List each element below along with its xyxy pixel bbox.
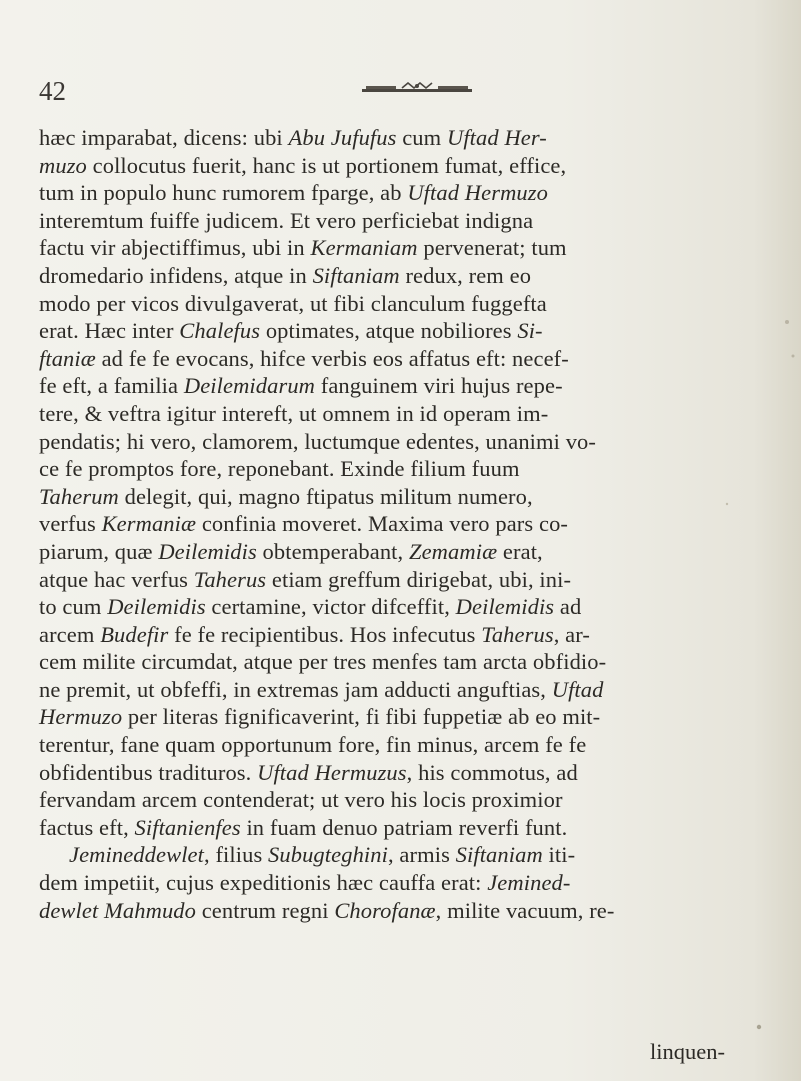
- text-run: , milite vacuum, re-: [435, 897, 615, 923]
- text-line: [39, 621, 757, 649]
- text-line: [39, 400, 757, 428]
- italic-name: Chorofanæ: [334, 897, 436, 923]
- text-run: , armis: [387, 842, 456, 868]
- catchword: linquen-: [650, 1039, 725, 1064]
- text-run: piarum, quæ: [39, 538, 159, 564]
- text-line: [39, 538, 757, 566]
- text-run: pendatis; hi vero, clamorem, luctumque edentes, unanimi vo-: [39, 428, 596, 454]
- italic-name: Siftaniam: [455, 842, 543, 868]
- text-line: [39, 428, 757, 456]
- text-run: confinia moveret. Maxima vero pars co-: [196, 511, 569, 537]
- text-run: dem impetiit, cujus expeditionis hæc cauffa erat:: [39, 870, 488, 896]
- text-run: fervandam arcem contenderat; ut vero his locis proximior: [39, 787, 563, 813]
- text-line: [39, 676, 757, 704]
- text-line: [39, 317, 757, 345]
- text-run: redux, rem eo: [399, 262, 532, 288]
- text-line: [39, 731, 757, 759]
- text-run: atque hac verfus: [39, 566, 194, 592]
- italic-name: dewlet Mahmudo: [39, 897, 196, 923]
- text-run: delegit, qui, magno ftipatus militum numero,: [118, 483, 533, 509]
- text-line: [39, 593, 757, 621]
- text-line: [39, 290, 757, 318]
- text-run: erat. Hæc inter: [39, 318, 180, 344]
- italic-name: Chalefus: [179, 318, 261, 344]
- text-line: [39, 455, 757, 483]
- italic-name: Zemamiæ: [408, 538, 498, 564]
- text-line: [39, 703, 757, 731]
- text-run: pervenerat; tum: [417, 235, 567, 261]
- text-run: centrum regni: [196, 897, 335, 923]
- italic-name: Budefir: [100, 621, 169, 647]
- text-run: obfidentibus tradituros.: [39, 759, 258, 785]
- text-run: tere, & veftra igitur intereft, ut omnem in id operam im-: [39, 400, 549, 426]
- text-run: fanguinem viri hujus repe-: [315, 373, 563, 399]
- italic-name: Jemineddewlet: [69, 842, 204, 868]
- text-run: optimates, atque nobiliores: [260, 318, 518, 344]
- text-line: [39, 124, 757, 152]
- italic-name: Siftaniam: [312, 262, 400, 288]
- text-run: , filius: [204, 842, 269, 868]
- text-run: cem milite circumdat, atque per tres menfes tam arcta obfidio-: [39, 649, 607, 675]
- italic-name: Deilemidarum: [183, 373, 316, 399]
- text-run: verfus: [39, 511, 102, 537]
- italic-name: Taherum: [39, 483, 119, 509]
- text-run: collocutus fuerit, hanc is ut portionem fumat, effice,: [86, 152, 567, 178]
- text-run: , ar-: [553, 621, 590, 647]
- text-run: certamine, victor difceffit,: [205, 594, 456, 620]
- text-run: ad fe fe evocans, hifce verbis eos affatus eft: necef-: [95, 345, 569, 371]
- italic-name: Siftanienfes: [134, 814, 241, 840]
- italic-name: Uftad Her-: [446, 125, 547, 150]
- italic-name: Deilemidis: [107, 594, 206, 620]
- text-run: arcem: [39, 621, 101, 647]
- text-line: [39, 814, 757, 842]
- text-line: [39, 152, 757, 180]
- italic-name: Subugteghini: [268, 842, 388, 868]
- text-run: to cum: [39, 594, 108, 620]
- text-run: erat,: [497, 538, 543, 564]
- italic-name: Uftad: [551, 676, 604, 702]
- text-run: factu vir abjectiffimus, ubi in: [39, 235, 311, 261]
- text-run: iti-: [542, 842, 576, 868]
- italic-name: Deilemidis: [455, 594, 555, 620]
- italic-name: Jemined-: [487, 870, 571, 896]
- text-line: [39, 345, 757, 373]
- text-run: dromedario infidens, atque in: [39, 262, 313, 288]
- text-run: obtemperabant,: [256, 538, 409, 564]
- text-run: modo per vicos divulgaverat, ut fibi clanculum fuggefta: [39, 290, 547, 316]
- text-run: , his commotus, ad: [406, 759, 578, 785]
- text-line: [39, 207, 757, 235]
- text-run: ne premit, ut obfeffi, in extremas jam adducti anguftias,: [39, 676, 552, 702]
- text-line: [39, 566, 757, 594]
- text-line: [39, 786, 757, 814]
- text-line: [39, 897, 757, 925]
- ornamental-headpiece: [362, 82, 472, 94]
- text-line: [39, 234, 757, 262]
- text-run: terentur, fane quam opportunum fore, fin minus, arcem fe fe: [39, 732, 587, 758]
- text-run: fe fe recipientibus. Hos infecutus: [168, 621, 482, 647]
- italic-name: Taherus: [193, 566, 267, 592]
- text-line: [39, 262, 757, 290]
- text-run: ad: [554, 594, 582, 620]
- text-run: ce fe promptos fore, reponebant. Exinde filium fuum: [39, 456, 520, 482]
- italic-name: Taherus: [481, 621, 554, 647]
- text-line: [39, 841, 757, 869]
- text-line: [39, 483, 757, 511]
- text-line: [39, 869, 757, 897]
- text-line: [39, 648, 757, 676]
- italic-name: Kermaniæ: [101, 511, 197, 537]
- italic-name: muzo: [39, 152, 87, 178]
- text-run: etiam greffum dirigebat, ubi, ini-: [266, 566, 572, 592]
- text-line: [39, 179, 757, 207]
- text-run: fe eft, a familia: [39, 373, 184, 399]
- text-run: factus eft,: [39, 814, 135, 840]
- italic-name: Uftad Hermuzus: [257, 759, 407, 785]
- italic-name: Abu Jufufus: [288, 125, 397, 150]
- text-run: in fuam denuo patriam reverfi funt.: [240, 814, 568, 840]
- text-run: tum in populo hunc rumorem fparge, ab: [39, 180, 408, 206]
- text-run: hæc imparabat, dicens: ubi: [39, 125, 289, 150]
- text-run: per literas fignificaverint, fi fibi fuppetiæ ab eo mit-: [122, 704, 601, 730]
- page-number: 42: [39, 76, 66, 106]
- italic-name: ftaniæ: [39, 345, 96, 371]
- italic-name: Kermaniam: [310, 235, 418, 261]
- italic-name: Uftad Hermuzo: [407, 180, 548, 206]
- italic-name: Deilemidis: [158, 538, 257, 564]
- text-run: cum: [396, 125, 447, 150]
- text-line: [39, 510, 757, 538]
- main-text: [39, 124, 757, 924]
- text-line: [39, 372, 757, 400]
- text-line: [39, 759, 757, 787]
- italic-name: Si-: [517, 318, 543, 344]
- text-run: interemtum fuiffe judicem. Et vero perficiebat indigna: [39, 207, 534, 233]
- italic-name: Hermuzo: [39, 704, 123, 730]
